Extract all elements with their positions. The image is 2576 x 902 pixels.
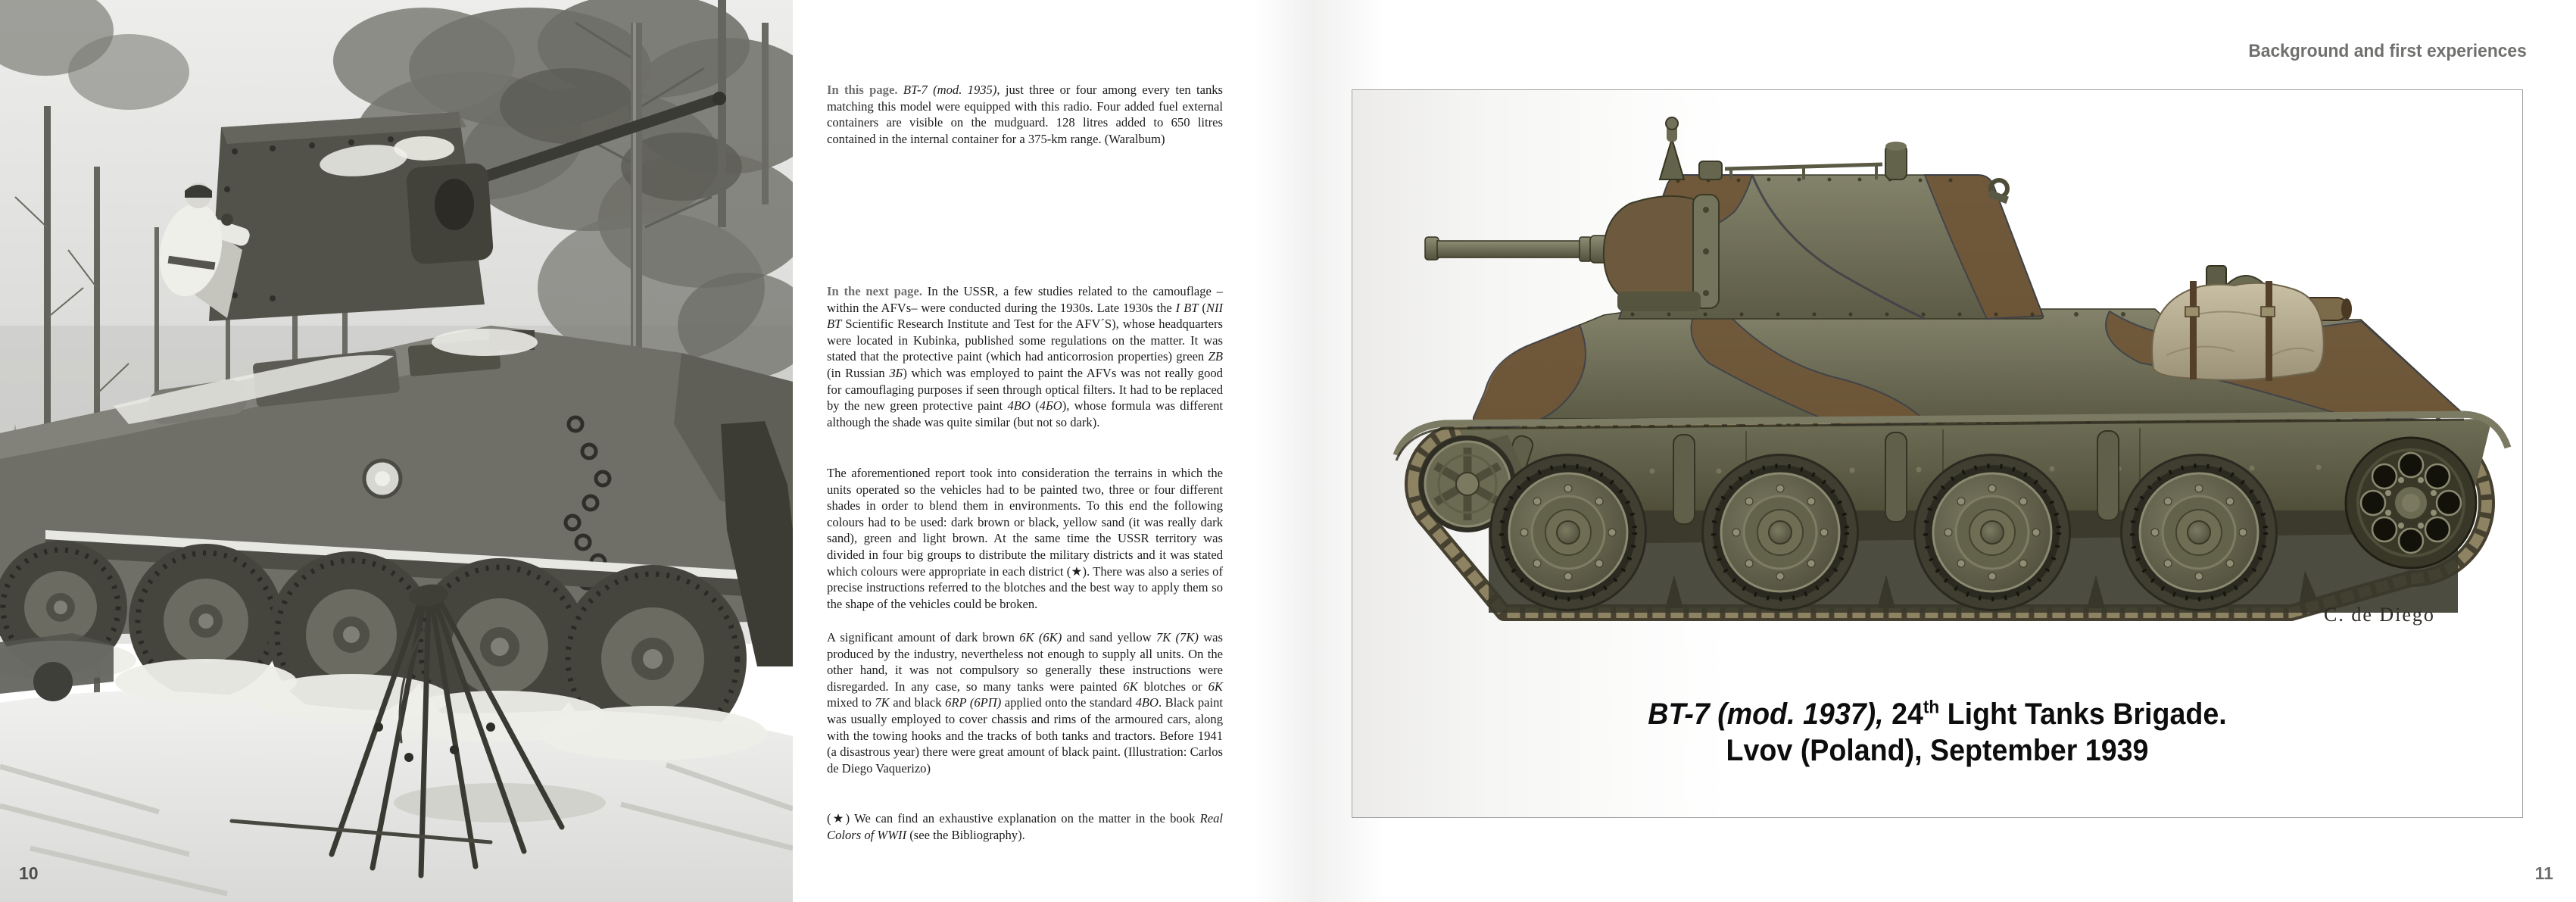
artist-signature: C. de Diego: [2324, 604, 2435, 626]
canvas-tarp: [2152, 283, 2324, 380]
plate-caption-line1: BT-7 (mod. 1937), 24th Light Tanks Brigade.: [1648, 697, 2227, 731]
photo-caption-paragraph: In this page. BT-7 (mod. 1935), just three or four among every ten tanks matching this model were equipped with this radio. Four added fuel external containers are visible on the mudguard. 128 litres added to 650 litres contained in the internal container for a 375-km range. (Waralbum): [827, 83, 1224, 146]
paragraph-paint: A significant amount of dark brown 6K (6K) and sand yellow 7K (7K) was produced by the industry, nevertheless not enough to supply all units. On the other hand, it was not compulsory so generally these instructions were disregarded. In any case, so many tanks were painted 6K blotches or 6K mixed to 7K and black 6RP (6РП) applied onto the standard 4BO. Black paint was usually employed to cover chassis and rims of the armoured cars, along with the towing hooks and the tracks of both tanks and tractors. Before 1941 (a disastrous year) there were great amount of black paint. (Illustration: Carlos de Diego Vaquerizo): [827, 630, 1224, 776]
paragraph-next-page: In the next page. In the USSR, a few studies related to the camouflage –within the AFVs– were conducted during the 1930s. Late 1930s the I BT (NII BT Scientific Research Institute and Test for the AFV´S), whose headquarters were located in Kubinka, published some regulations on the matter. It was stated that the protective paint (which had anticorrosion properties) green ZB (in Russian ЗБ) which was employed to paint the AFVs was not really good for camouflaging purposes if seen through optical filters. It had to be replaced by the new green protective paint 4BO (4БО), whose formula was different although the shade was quite similar (but not so dark).: [827, 284, 1223, 429]
vent-cone: [1660, 139, 1684, 179]
drive-sprocket: [2346, 438, 2476, 568]
paragraph-report: The aforementioned report took into consideration the terrains in which the units operated so the vehicles had to be painted two, three or four different shades in order to blend them in environments. To this end the following colours had to be used: dark brown or black, yellow sand (it was really dark sand), green and light brown. At the same time the USSR territory was divided in four big groups to distribute the military districts and it was stated which colours were appropriate in each district (★). There was also a series of precise instructions referred to the blotches and the best way to apply them so the shape of the vehicles could be broken.: [827, 466, 1223, 611]
page-number-right: 11: [2534, 863, 2553, 883]
page-number-left: 10: [19, 863, 39, 883]
plate-caption-line2: Lvov (Poland), September 1939: [1726, 734, 2149, 767]
running-head: Background and first experiences: [2248, 41, 2527, 61]
plate-caption: [1387, 696, 2487, 769]
photo-bt7-in-snow: [0, 0, 793, 902]
footnote: (★) We can find an exhaustive explanation on the matter in the book Real Colors of WWII (see the Bibliography).: [827, 811, 1223, 842]
illustration-plate: [1352, 89, 2523, 818]
periscope: [1699, 161, 1722, 179]
gun: [1425, 195, 1719, 311]
